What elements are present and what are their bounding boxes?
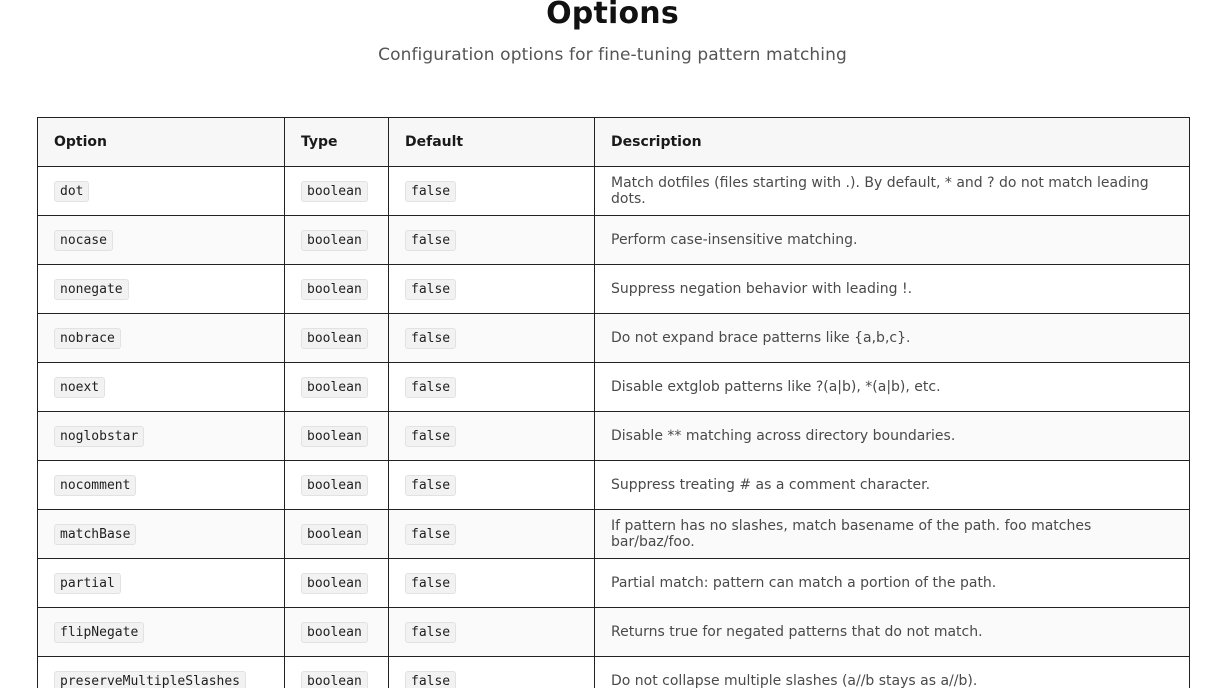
option-description: Partial match: pattern can match a portion of the path. xyxy=(595,559,1190,608)
option-name-code: preserveMultipleSlashes xyxy=(54,671,246,688)
option-name-cell xyxy=(38,314,285,363)
option-description: Suppress negation behavior with leading !. xyxy=(595,265,1190,314)
option-default-cell xyxy=(389,559,595,608)
option-name-code: flipNegate xyxy=(54,622,144,643)
option-default-code: false xyxy=(405,671,456,688)
option-type-cell xyxy=(285,363,389,412)
page-subtitle: Configuration options for fine-tuning pattern matching xyxy=(378,45,847,65)
column-header-description: Description xyxy=(595,118,1190,167)
option-name-code: nocase xyxy=(54,230,113,251)
option-default-code: false xyxy=(405,475,456,496)
option-name-cell xyxy=(38,412,285,461)
option-type-code: boolean xyxy=(301,573,368,594)
option-type-code: boolean xyxy=(301,475,368,496)
table-row xyxy=(38,167,1190,216)
option-default-cell xyxy=(389,510,595,559)
option-description: Disable extglob patterns like ?(a|b), *(a|b), etc. xyxy=(595,363,1190,412)
option-default-cell xyxy=(389,412,595,461)
option-default-code: false xyxy=(405,328,456,349)
option-name-cell xyxy=(38,363,285,412)
option-name-cell xyxy=(38,657,285,688)
column-header-option: Option xyxy=(38,118,285,167)
column-header-type: Type xyxy=(285,118,389,167)
option-type-cell xyxy=(285,559,389,608)
option-type-cell xyxy=(285,510,389,559)
option-default-cell xyxy=(389,314,595,363)
option-default-cell xyxy=(389,216,595,265)
table-row xyxy=(38,461,1190,510)
page-title: Options xyxy=(546,0,679,31)
option-type-cell xyxy=(285,657,389,688)
table-row xyxy=(38,216,1190,265)
table-row xyxy=(38,314,1190,363)
option-name-code: dot xyxy=(54,181,89,202)
option-type-cell xyxy=(285,265,389,314)
option-type-cell xyxy=(285,314,389,363)
option-default-code: false xyxy=(405,426,456,447)
option-description: Do not expand brace patterns like {a,b,c}. xyxy=(595,314,1190,363)
table-body xyxy=(38,167,1190,688)
option-default-cell xyxy=(389,657,595,688)
option-type-code: boolean xyxy=(301,279,368,300)
option-description: Do not collapse multiple slashes (a//b stays as a//b). xyxy=(595,657,1190,688)
option-default-code: false xyxy=(405,230,456,251)
option-name-code: nobrace xyxy=(54,328,121,349)
option-name-cell xyxy=(38,167,285,216)
option-type-code: boolean xyxy=(301,230,368,251)
table-row xyxy=(38,559,1190,608)
option-default-code: false xyxy=(405,524,456,545)
option-default-cell xyxy=(389,363,595,412)
option-default-cell xyxy=(389,461,595,510)
option-type-cell xyxy=(285,412,389,461)
option-name-code: nocomment xyxy=(54,475,136,496)
option-name-cell xyxy=(38,461,285,510)
option-name-cell xyxy=(38,608,285,657)
option-description: Disable ** matching across directory boundaries. xyxy=(595,412,1190,461)
option-type-code: boolean xyxy=(301,671,368,688)
option-type-cell xyxy=(285,216,389,265)
option-name-cell xyxy=(38,265,285,314)
table-header-row xyxy=(38,118,1190,167)
option-description: Suppress treating # as a comment character. xyxy=(595,461,1190,510)
option-default-cell xyxy=(389,608,595,657)
table-row xyxy=(38,510,1190,559)
option-default-code: false xyxy=(405,573,456,594)
option-description: If pattern has no slashes, match basename of the path. foo matches bar/baz/foo. xyxy=(595,510,1190,559)
option-default-cell xyxy=(389,167,595,216)
option-type-cell xyxy=(285,167,389,216)
option-description: Returns true for negated patterns that do not match. xyxy=(595,608,1190,657)
option-type-cell xyxy=(285,461,389,510)
table-row xyxy=(38,363,1190,412)
table-row xyxy=(38,412,1190,461)
option-name-code: nonegate xyxy=(54,279,129,300)
option-type-cell xyxy=(285,608,389,657)
column-header-default: Default xyxy=(389,118,595,167)
option-default-code: false xyxy=(405,377,456,398)
option-type-code: boolean xyxy=(301,524,368,545)
option-type-code: boolean xyxy=(301,377,368,398)
option-name-code: matchBase xyxy=(54,524,136,545)
option-name-cell xyxy=(38,510,285,559)
option-default-cell xyxy=(389,265,595,314)
option-description: Match dotfiles (files starting with .). By default, * and ? do not match leading dots. xyxy=(595,167,1190,216)
option-type-code: boolean xyxy=(301,181,368,202)
option-type-code: boolean xyxy=(301,622,368,643)
table-row xyxy=(38,265,1190,314)
option-name-cell xyxy=(38,216,285,265)
option-name-code: noglobstar xyxy=(54,426,144,447)
option-description: Perform case-insensitive matching. xyxy=(595,216,1190,265)
option-default-code: false xyxy=(405,279,456,300)
option-name-code: partial xyxy=(54,573,121,594)
option-type-code: boolean xyxy=(301,328,368,349)
option-default-code: false xyxy=(405,622,456,643)
option-name-cell xyxy=(38,559,285,608)
option-type-code: boolean xyxy=(301,426,368,447)
option-name-code: noext xyxy=(54,377,105,398)
option-default-code: false xyxy=(405,181,456,202)
table-row xyxy=(38,608,1190,657)
table-row xyxy=(38,657,1190,688)
options-table xyxy=(37,117,1190,688)
